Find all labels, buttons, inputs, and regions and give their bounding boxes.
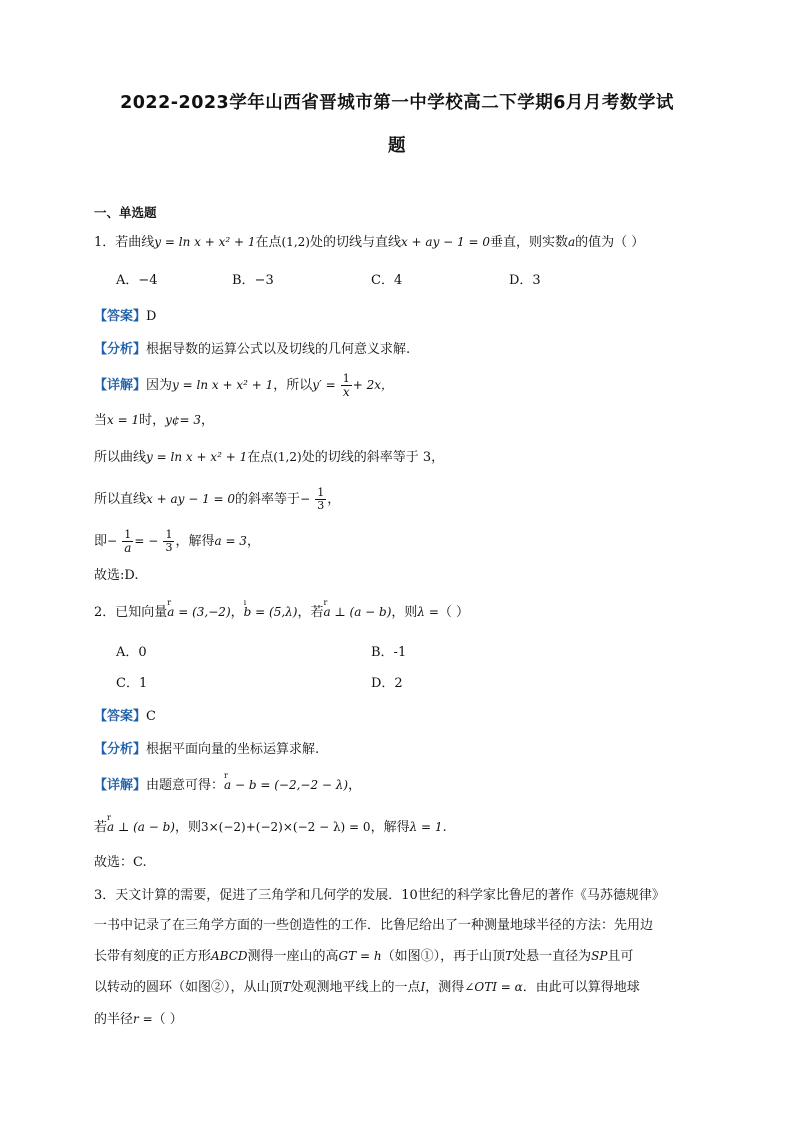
q3-line-2: 一书中记录了在三角学方面的一些创造性的工作．比鲁尼给出了一种测量地球半径的方法：先用边 bbox=[94, 918, 654, 933]
q3-line-4 bbox=[94, 977, 640, 998]
q1-analysis-text: 根据导数的运算公式以及切线的几何意义求解. bbox=[146, 342, 411, 357]
q2-detail-2 bbox=[94, 817, 447, 838]
text: 时， bbox=[139, 413, 166, 428]
text: 处观测地平线上的一点 bbox=[290, 980, 421, 995]
text: . bbox=[442, 820, 447, 835]
text: ，若 bbox=[297, 605, 324, 620]
formula: r a = (3,−2) bbox=[167, 602, 230, 622]
q2-option-d[interactable]: D．2 bbox=[371, 676, 403, 691]
formula: GT = h bbox=[338, 949, 382, 963]
fraction bbox=[341, 373, 352, 398]
fraction bbox=[163, 529, 174, 554]
q1-option-c[interactable]: C．4 bbox=[371, 273, 403, 288]
text: ， bbox=[230, 605, 244, 620]
formula: SP bbox=[591, 949, 608, 963]
formula: ABCD bbox=[211, 949, 248, 963]
text: （ ） bbox=[152, 1012, 183, 1027]
text: ，测得 bbox=[425, 980, 465, 995]
q1-answer-value: D bbox=[146, 309, 157, 324]
formula: = − bbox=[134, 534, 159, 548]
text: 测得一座山的高 bbox=[247, 949, 339, 964]
q2-option-a[interactable]: A．0 bbox=[116, 645, 147, 660]
formula: 3×(−2)+(−2)×(−2 − λ) = 0 bbox=[200, 820, 371, 834]
q1-answer bbox=[94, 307, 156, 327]
page-title bbox=[60, 82, 734, 168]
text: 处的切线的斜率等于 3， bbox=[301, 450, 445, 465]
q1-suffix: 垂直，则实数 bbox=[490, 235, 569, 250]
q1-line: x + ay − 1 = 0 bbox=[400, 235, 490, 249]
q1-detail-1 bbox=[94, 373, 393, 398]
text: ， bbox=[348, 778, 362, 793]
text: 2．已知向量 bbox=[94, 605, 168, 620]
q2-answer-value: C bbox=[146, 709, 156, 724]
formula: T bbox=[282, 980, 291, 994]
text: 的斜率等于 bbox=[235, 492, 301, 507]
formula: (1,2) bbox=[273, 450, 302, 464]
q1-curve: y = ln x + x² + 1 bbox=[154, 235, 256, 249]
formula: r a ⊥ (a − b) bbox=[323, 602, 391, 622]
q2-stem bbox=[94, 602, 469, 623]
text: 所以曲线 bbox=[94, 450, 147, 465]
q1-prefix: 1．若曲线 bbox=[94, 235, 155, 250]
text: ，解得 bbox=[175, 534, 215, 549]
q1-option-d[interactable]: D．3 bbox=[509, 273, 541, 288]
q1-mid2: 处的切线与直线 bbox=[309, 235, 401, 250]
q2-analysis-tag: 【分析】 bbox=[94, 742, 147, 757]
text: 由题意可得： bbox=[146, 778, 225, 793]
formula: ∠OTI = α bbox=[464, 980, 523, 994]
q2-option-c[interactable]: C．1 bbox=[116, 676, 148, 691]
text: 即 bbox=[94, 534, 108, 549]
text: 所以直线 bbox=[94, 492, 147, 507]
text: 因为 bbox=[146, 378, 173, 393]
q1-point: (1,2) bbox=[281, 235, 310, 249]
q1-detail-2 bbox=[94, 410, 214, 431]
fraction-denominator: 3 bbox=[165, 541, 173, 554]
formula: y′ = bbox=[312, 378, 336, 392]
text: ．由此可以算得地球 bbox=[522, 980, 640, 995]
q2-answer bbox=[94, 707, 156, 727]
q2-analysis bbox=[94, 740, 319, 760]
q2-detail-1 bbox=[94, 775, 361, 796]
formula: + 2x， bbox=[352, 378, 394, 392]
fraction-denominator: 3 bbox=[317, 499, 325, 512]
text: 在点 bbox=[247, 450, 274, 465]
formula: − bbox=[107, 534, 118, 548]
fraction-numerator: 1 bbox=[317, 486, 325, 499]
formula: r a ⊥ (a − b) bbox=[107, 817, 175, 837]
formula: ı b = (5,λ) bbox=[244, 602, 298, 622]
text: （如图①），再于山顶 bbox=[381, 949, 506, 964]
text: ，所以 bbox=[273, 378, 313, 393]
text: 处悬一直径为 bbox=[513, 949, 592, 964]
q1-analysis-tag: 【分析】 bbox=[94, 342, 147, 357]
q1-stem bbox=[94, 232, 644, 253]
q1-analysis bbox=[94, 340, 410, 360]
text: （ ） bbox=[438, 605, 470, 620]
text: ，则 bbox=[174, 820, 201, 835]
text: ， bbox=[246, 534, 260, 549]
q1-detail-4 bbox=[94, 487, 340, 512]
q1-option-b[interactable]: B．−3 bbox=[232, 273, 274, 288]
q1-detail-3 bbox=[94, 447, 444, 468]
q1-answer-tag: 【答案】 bbox=[94, 309, 147, 324]
formula: y¢= 3 bbox=[165, 413, 202, 427]
text: 的半径 bbox=[94, 1012, 134, 1027]
formula: y = ln x + x² + 1 bbox=[172, 378, 274, 392]
text: ， bbox=[201, 413, 215, 428]
section-heading: 一、单选题 bbox=[94, 205, 157, 220]
formula: a = 3 bbox=[214, 534, 247, 548]
fraction bbox=[122, 529, 133, 554]
q2-analysis-text: 根据平面向量的坐标运算求解. bbox=[146, 742, 320, 757]
fraction-denominator: a bbox=[124, 541, 132, 555]
fraction bbox=[315, 487, 326, 512]
fraction-numerator: 1 bbox=[124, 528, 132, 541]
q1-detail-tag: 【详解】 bbox=[94, 378, 147, 393]
formula: x = 1 bbox=[107, 413, 140, 427]
text: ， bbox=[327, 492, 341, 507]
q1-var: a bbox=[568, 235, 576, 249]
formula: λ = bbox=[417, 605, 439, 619]
fraction-denominator: x bbox=[342, 385, 350, 399]
text: 当 bbox=[94, 413, 108, 428]
text: 以转动的圆环（如图②），从山顶 bbox=[94, 980, 283, 995]
fraction-numerator: 1 bbox=[342, 372, 350, 385]
q1-end: 的值为（ ） bbox=[575, 235, 645, 250]
text: 若 bbox=[94, 820, 108, 835]
fraction-numerator: 1 bbox=[165, 528, 173, 541]
formula: I bbox=[420, 980, 426, 994]
q1-detail-5 bbox=[94, 529, 260, 554]
title-line-2: 题 bbox=[388, 136, 406, 156]
q3-line-5 bbox=[94, 1009, 183, 1030]
formula: y = ln x + x² + 1 bbox=[146, 450, 248, 464]
title-line-1: 2022-2023学年山西省晋城市第一中学校高二下学期6月月考数学试 bbox=[120, 93, 674, 113]
q2-detail-tag: 【详解】 bbox=[94, 778, 147, 793]
q1-conclusion: 故选:D. bbox=[94, 568, 139, 583]
q3-line-1: 3．天文计算的需要，促进了三角学和几何学的发展．10世纪的科学家比鲁尼的著作《马苏德规律》 bbox=[94, 888, 665, 903]
text: ，解得 bbox=[370, 820, 410, 835]
formula: − bbox=[300, 492, 311, 506]
q2-conclusion: 故选：C. bbox=[94, 855, 147, 870]
q3-line-3 bbox=[94, 946, 633, 967]
q1-mid1: 在点 bbox=[255, 235, 282, 250]
text: ，则 bbox=[391, 605, 418, 620]
q1-option-a[interactable]: A．−4 bbox=[116, 273, 158, 288]
text: 长带有刻度的正方形 bbox=[94, 949, 212, 964]
q2-option-b[interactable]: B．-1 bbox=[371, 645, 407, 660]
q2-answer-tag: 【答案】 bbox=[94, 709, 147, 724]
formula: T bbox=[505, 949, 514, 963]
formula: x + ay − 1 = 0 bbox=[146, 492, 236, 506]
formula: r = bbox=[133, 1012, 153, 1026]
text: 且可 bbox=[607, 949, 634, 964]
formula: λ = 1 bbox=[409, 820, 443, 834]
formula: r a − b = (−2,−2 − λ) bbox=[224, 775, 348, 795]
